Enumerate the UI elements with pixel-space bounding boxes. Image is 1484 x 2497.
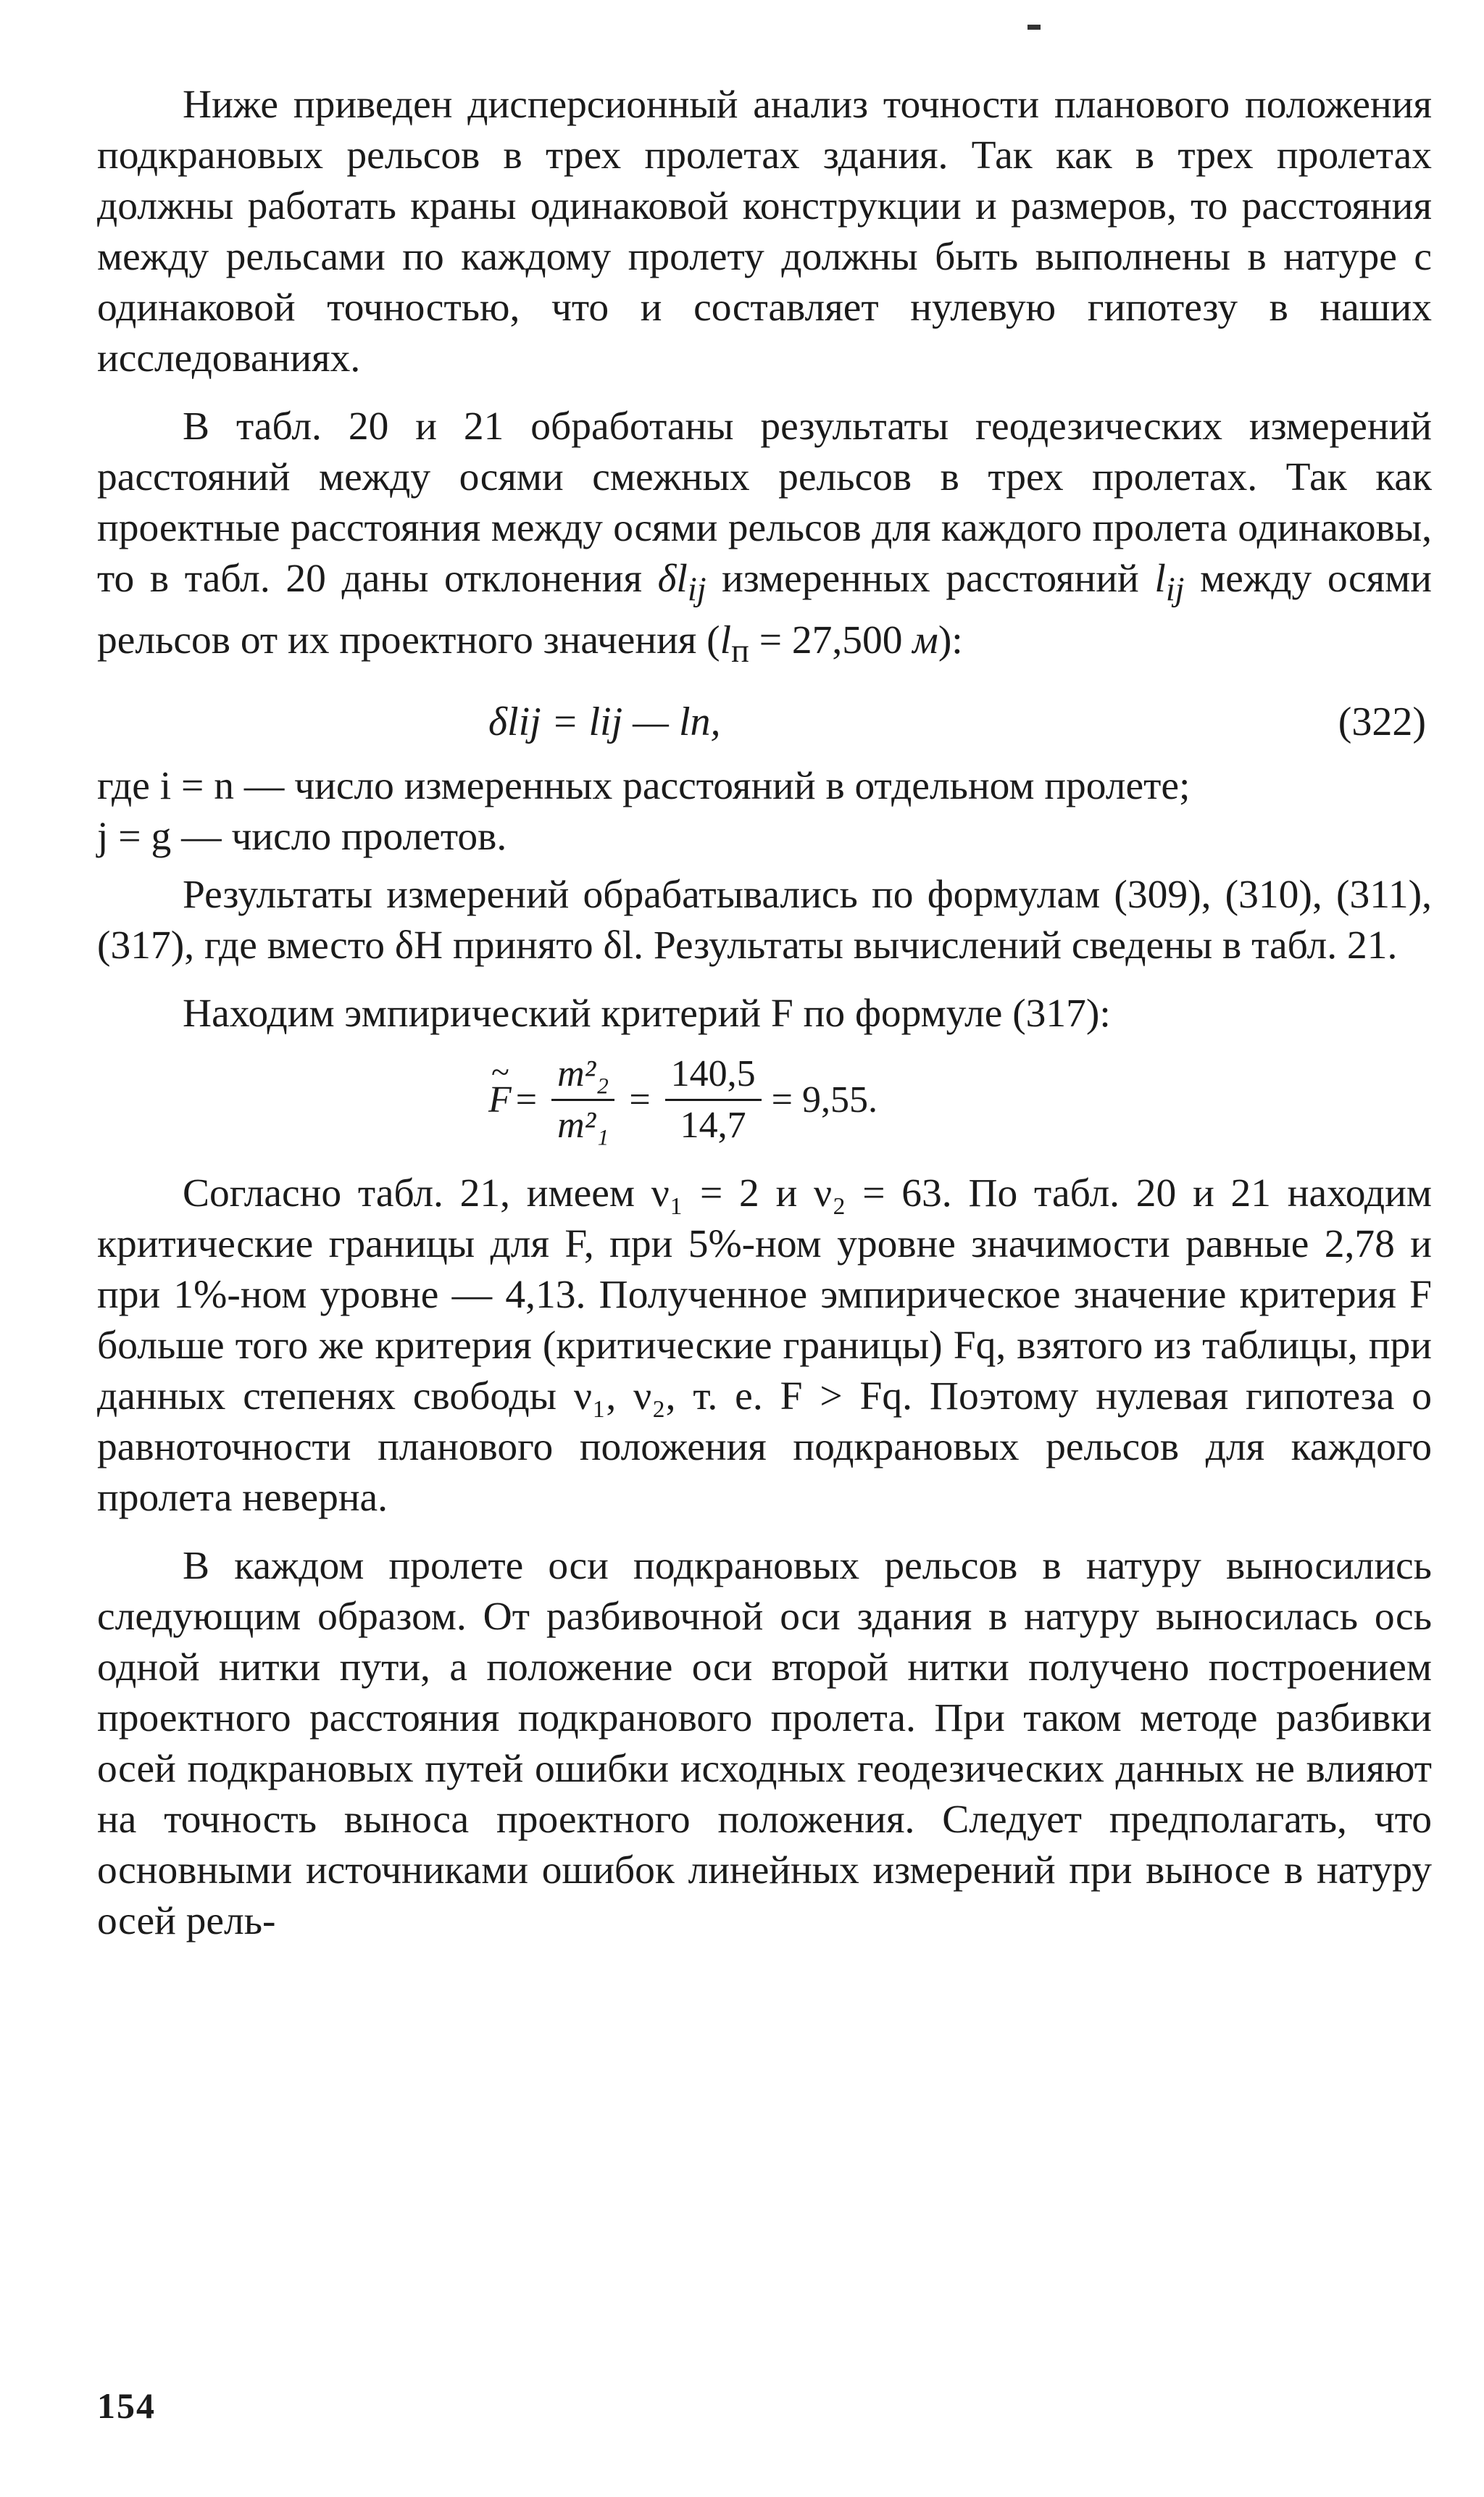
- paragraph-5: Согласно табл. 21, имеем ν₁ = 2 и ν₂ = 63. По табл. 20 и 21 находим критические границы для F, при 5%-ном уровне значимости равные 2,78 и при 1%-ном уровне — 4,13. Полученное эмпирическое значение критерия F больше того же критерия (критические границы) Fq, взятого из таблицы, при данных степенях свободы ν₁, ν₂, т. е. F > Fq. Поэтому нулевая гипотеза о равноточности планового положения подкрановых рельсов для каждого пролета неверна.: [97, 1171, 1432, 1521]
- fraction-1: [551, 1052, 614, 1147]
- where-lead: где i = n —: [97, 764, 295, 809]
- where-block: [97, 761, 1432, 863]
- fraction-2-numerator: 140,5: [665, 1052, 762, 1101]
- where-line-1: число измеренных расстояний в отдельном пролете;: [294, 764, 1191, 809]
- formula-322-expression: δlij = lij — lп,: [488, 699, 721, 745]
- page-number: 154: [97, 2385, 156, 2426]
- fraction-1-denominator: m²₁: [557, 1105, 609, 1147]
- formula-F-result: = 9,55.: [771, 1079, 878, 1121]
- formula-F-eq1: =: [515, 1079, 538, 1121]
- formula-F: [97, 1039, 1432, 1168]
- formula-322-number: (322): [1338, 699, 1426, 745]
- fraction-2: [665, 1052, 762, 1147]
- fraction-1-numerator: m²₂: [551, 1052, 614, 1101]
- where-line-2: j = g — число пролетов.: [97, 815, 507, 860]
- fraction-2-denominator: 14,7: [680, 1105, 746, 1147]
- formula-F-lhs: ~ F: [488, 1079, 512, 1121]
- page-body: [97, 80, 1432, 1947]
- paragraph-2: В табл. 20 и 21 обработаны результаты геодезических измерений расстояний между осями смежных рельсов в трех пролетах. Так как проектные расстояния между осями рельсов для каждого пролета одинаковы, то в табл. 20 даны отклонения $\delta l_{ij}$ измеренных расстояний $l_{ij}$ между осями рельсов от их проектного значения ($l_п = 27,500$ м):: [97, 404, 1432, 670]
- paragraph-4: Находим эмпирический критерий F по формуле (317):: [183, 992, 1111, 1036]
- paragraph-6: В каждом пролете оси подкрановых рельсов в натуру выносились следующим образом. От разбивочной оси здания в натуру выносилась ось одной нитки пути, а положение оси второй нитки получено построением проектного расстояния подкранового пролета. При таком методе разбивки осей подкрановых путей ошибки исходных геодезических данных не влияют на точность выноса проектного положения. Следует предполагать, что основными источниками ошибок линейных измерений при выносе в натуру осей рель-: [97, 1544, 1432, 1944]
- paragraph-3: Результаты измерений обрабатывались по формулам (309), (310), (311), (317), где вместо δH принято δl. Результаты вычислений сведены в табл. 21.: [97, 873, 1432, 968]
- formula-F-eq2: =: [629, 1079, 651, 1121]
- scan-mark: [1027, 25, 1041, 30]
- formula-322: [97, 677, 1432, 761]
- paragraph-1: Ниже приведен дисперсионный анализ точности планового положения подкрановых рельсов в трех пролетах здания. Так как в трех пролетах должны работать краны одинаковой конструкции и размеров, то расстояния между рельсами по каждому пролету должны быть выполнены в натуре с одинаковой точностью, что и составляет нулевую гипотезу в наших исследованиях.: [97, 83, 1432, 381]
